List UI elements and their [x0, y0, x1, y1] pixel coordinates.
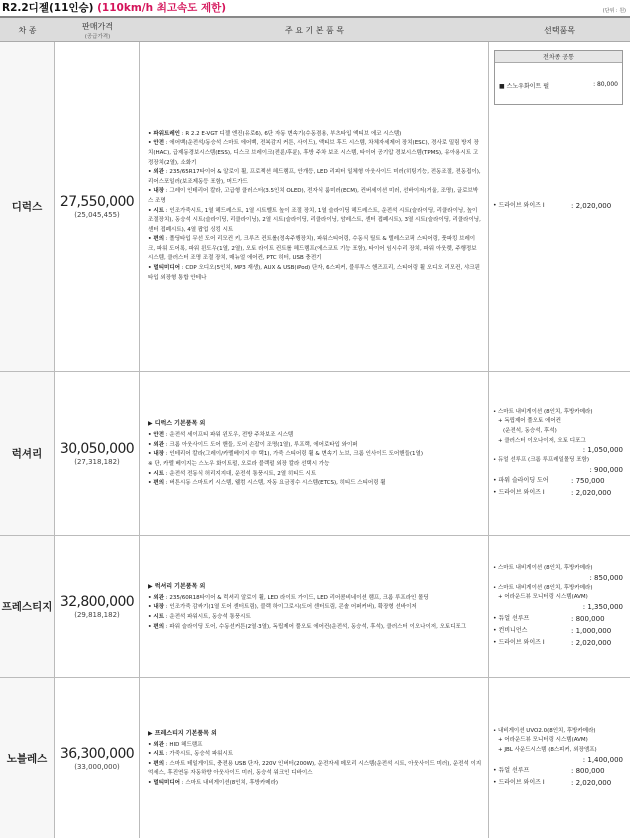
feature-group-heading: ▶ 디럭스 기본품목 외: [148, 420, 206, 428]
feature-item: • 편의 : 버튼시동 스마트키 시스템, 웰컴 시스템, 자동 요금징수 시스템(ETCS), 히티드 스티어링 휠: [148, 480, 386, 487]
common-option-item: ■ 스노우화이트 펄 : 80,000: [499, 81, 618, 90]
feature-item: • 시트 : 인조가죽시트, 1열 헤드레스트, 1열 시트벨트 높이 조절 장치, 1열 슬라이딩 헤드레스트, 운전석 시트(슬라이딩, 리클라이닝, 높이 조절장치), 동승석 시트(슬라이딩, 리클라이닝), 2열 시트(슬라이딩, 리클라이닝, 암레스트, 센터 접폐시트), 3열 시트(슬라이딩, 리클라이닝, 센터 접폐시트), 4열 팝업 싱킹 시트: [148, 207, 481, 233]
sale-price: 27,550,000: [59, 194, 135, 210]
option-price: : 900,000: [589, 465, 623, 474]
trim-name: 프레스티지: [0, 536, 55, 677]
sale-price: 32,800,000: [59, 594, 135, 610]
option-list: [489, 42, 630, 371]
trim-name: 디럭스: [0, 42, 55, 371]
option-list: [489, 372, 630, 535]
price-cell: [55, 678, 140, 838]
header-options: 선택품목: [544, 25, 575, 35]
option-item: • 드라이브 와이즈 I : 2,020,000: [493, 779, 612, 788]
sale-price: 30,050,000: [59, 441, 135, 457]
option-description: • 스마트 내비게이션 (8인치, 후방카메라): [493, 565, 593, 572]
header-trim: 차 종: [18, 25, 37, 35]
trim-name: 럭셔리: [0, 372, 55, 535]
supply-price: (29,818,182): [74, 611, 120, 619]
feature-item: • 편의 : 폴딩타입 무선 도어 리모컨 키, 크루즈 컨트롤(정속주행장치), 파워스티어링, 수동식 틸트 & 텔레스코픽 스티어링, 풋파킹 브레이크, 파워 도어록, 파워 윈도우(1열, 2열), 오토 라이트 컨트롤 헤드램프(에스코트 기능 포함), 타이어 임시수리 장치, 파워 아웃렛, 주행정보 시스템, 클러스터 조명 조절 장치, 매뉴얼 에어컨, PTC 히터, USB 충전기: [148, 236, 477, 262]
feature-group-heading: ▶ 럭셔리 기본품목 외: [148, 582, 206, 590]
option-price: : 1,400,000: [582, 755, 623, 764]
feature-item: • 안전 : 운전석 세이프티 파워 윈도우, 전방 주차보조 시스템: [148, 432, 294, 439]
speed-limit-note: (110km/h 최고속도 제한): [97, 2, 227, 14]
price-cell: [55, 536, 140, 677]
feature-item: • 외관 : HID 헤드램프: [148, 741, 203, 748]
option-description: • 스마트 내비게이션 (8인치, 후방카메라): [493, 584, 593, 591]
feature-item: ※ 단, 카멜 베이지는 스노우 화이트펄, 오로라 블랙펄 외장 칼라 선택시 가능: [148, 461, 330, 467]
header-features: 주 요 기 본 품 목: [284, 25, 345, 35]
feature-item: • 시트 : 가죽시트, 동승석 파워시트: [148, 751, 234, 758]
feature-item: • 멀티미디어 : CDP 오디오(5인치, MP3 재생), AUX & USB(iPod) 단자, 6스피커, 블루투스 핸즈프리, 스티어링 휠 오디오 리모컨, 샤크핀 타입 외장형 통합 안테나: [148, 265, 480, 281]
option-description: + JBL 사운드시스템 (8스피커, 외장앰프): [498, 747, 597, 753]
feature-item: • 편의 : 파워 슬라이딩 도어, 수동선커튼(2열·3열), 독립제어 풀오토 에어컨(운전석, 동승석, 후석), 클러스터 이오나이저, 오토디포그: [148, 623, 467, 630]
option-description: + 어라운드뷰 모니터링 시스템(AVM): [498, 594, 588, 601]
option-description: • 내비게이션 UVO2.0(8인치, 후방카메라): [493, 727, 596, 734]
price-cell: [55, 42, 140, 371]
common-option-box: [494, 50, 623, 105]
supply-price: (33,000,000): [74, 762, 120, 771]
supply-price: (27,318,182): [74, 458, 120, 466]
model-name: R2.2디젤(11인승): [2, 2, 94, 14]
option-item: • 파워 슬라이딩 도어 : 750,000: [493, 477, 605, 486]
feature-list: [140, 678, 489, 838]
feature-item: • 안전 : 에어백(운전석/동승석 스마트 에어백, 전복감지 커튼, 사이드), 액티브 후드 시스템, 차체자세제어 장치(ESC), 경사로 밀림 방지 장치(HAC), 급제동경보시스템(ESS), 디스크 브레이크(전륜/후륜), 후방 주차 보조 시스템, 타이어 공기압 경보시스템(TPMS), 유아용시트 고정장치(2열), 소화기: [148, 140, 479, 166]
feature-item: • 내장 : 그레이 인테리어 칼라, 고급형 클러스터(3.5인치 OLED), 전자식 룸미러(ECM), 컨버세이션 미러, 선바이저(거울, 조명), 글로브박스 조명: [148, 188, 479, 204]
option-item: • 드라이브 와이즈 I : 2,020,000: [493, 202, 612, 210]
option-description: (운전석, 동승석, 후석): [503, 427, 557, 434]
sale-price: 36,300,000: [59, 745, 135, 762]
option-price: : 1,350,000: [582, 603, 623, 612]
feature-item: • 내장 : 인조가죽 감싸기(1열 도어 센터트림), 블랙 하이그로시(도어 센터트림, 콘솔 어퍼커버), 확장형 선바이저: [148, 604, 417, 611]
option-price: : 1,050,000: [582, 446, 623, 455]
table-header: [0, 16, 630, 42]
table-row: [0, 42, 630, 372]
common-option-title: 전차종 공통: [495, 51, 622, 63]
title-bar: [0, 0, 630, 16]
header-price: 판매가격 (공급가격): [82, 21, 113, 40]
unit-note: (단위 : 원): [602, 8, 626, 14]
feature-item: • 파워트레인 : R 2.2 E-VGT 디젤 엔진(유로6), 6단 자동 변속기(수동겸용, 부츠타입 액티브 에코 시스템): [148, 130, 402, 137]
option-item: • 드라이브 와이즈 I : 2,020,000: [493, 638, 612, 647]
feature-item: • 시트 : 운전석 파워시트, 동승석 통풍시트: [148, 614, 251, 620]
option-item: • 컨비니언스 : 1,000,000: [493, 626, 612, 635]
feature-item: • 시트 : 운전석 전동식 허리지지대, 운전석 통풍시트, 2열 히티드 시트: [148, 470, 317, 477]
feature-list: [140, 42, 489, 371]
option-price: : 850,000: [589, 573, 623, 582]
feature-item: • 편의 : 스마트 테일게이트, 충전용 USB 단자, 220V 인버터(200W), 운전자세 메모리 시스템(운전석 시트, 아웃사이드 미러), 운전석 이지억세스, 후진연동 자동하향 아웃사이드 미러, 동승석 워크인 디바이스: [148, 760, 482, 777]
feature-item: • 외관 : 235/60R18타이어 & 럭셔리 알로이 휠, LED 라이트 가이드, LED 리어콤비네이션 램프, 크롬 루프라인 몰딩: [148, 594, 429, 601]
option-item: • 듀얼 선루프 : 800,000: [493, 614, 605, 623]
trim-name: 노블레스: [0, 678, 55, 838]
option-description: + 클러스터 이오나이저, 오토 디포그: [498, 437, 586, 444]
feature-list: [140, 372, 489, 535]
option-description: • 스마트 내비게이션 (8인치, 후방카메라): [493, 408, 593, 415]
feature-item: • 내장 : 인테리어 칼라(그레이/카멜베이지 中 택1), 가죽 스티어링 휠 & 변속기 노브, 크롬 인사이드 도어핸들(1열): [148, 451, 424, 458]
feature-item: • 멀티미디어 : 스마트 내비게이션(8인치, 후방카메라): [148, 779, 279, 786]
option-list: [489, 536, 630, 677]
feature-list: [140, 536, 489, 677]
option-item: • 듀얼 선루프 : 800,000: [493, 767, 605, 776]
feature-group-heading: ▶ 프레스티지 기본품목 외: [148, 729, 217, 737]
feature-item: • 외관 : 크롬 아웃사이드 도어 핸들, 도어 손잡이 조명(1열), 루프랙, 에어로타입 와이퍼: [148, 441, 358, 448]
option-description: + 어라운드뷰 모니터링 시스템(AVM): [498, 737, 588, 744]
table-row: [0, 678, 630, 838]
price-cell: [55, 372, 140, 535]
option-description: + 독립제어 풀오토 에어컨: [498, 418, 561, 425]
table-row: [0, 536, 630, 678]
table-row: [0, 372, 630, 536]
option-item: • 드라이브 와이즈 I : 2,020,000: [493, 489, 612, 498]
supply-price: (25,045,455): [74, 211, 120, 219]
option-list: [489, 678, 630, 838]
option-description: • 듀얼 선루프 (크롬 루프레일몰딩 포함): [493, 457, 589, 464]
page-title: [2, 0, 226, 15]
feature-item: • 외관 : 235/65R17타이어 & 알로이 휠, 프로젝션 헤드램프, 안개등, LED 리피터 일체형 아웃사이드 미러(히팅기능, 전동조절, 전동접이), 리어스포일러(보조제동등 포함), 머드가드: [148, 169, 481, 185]
